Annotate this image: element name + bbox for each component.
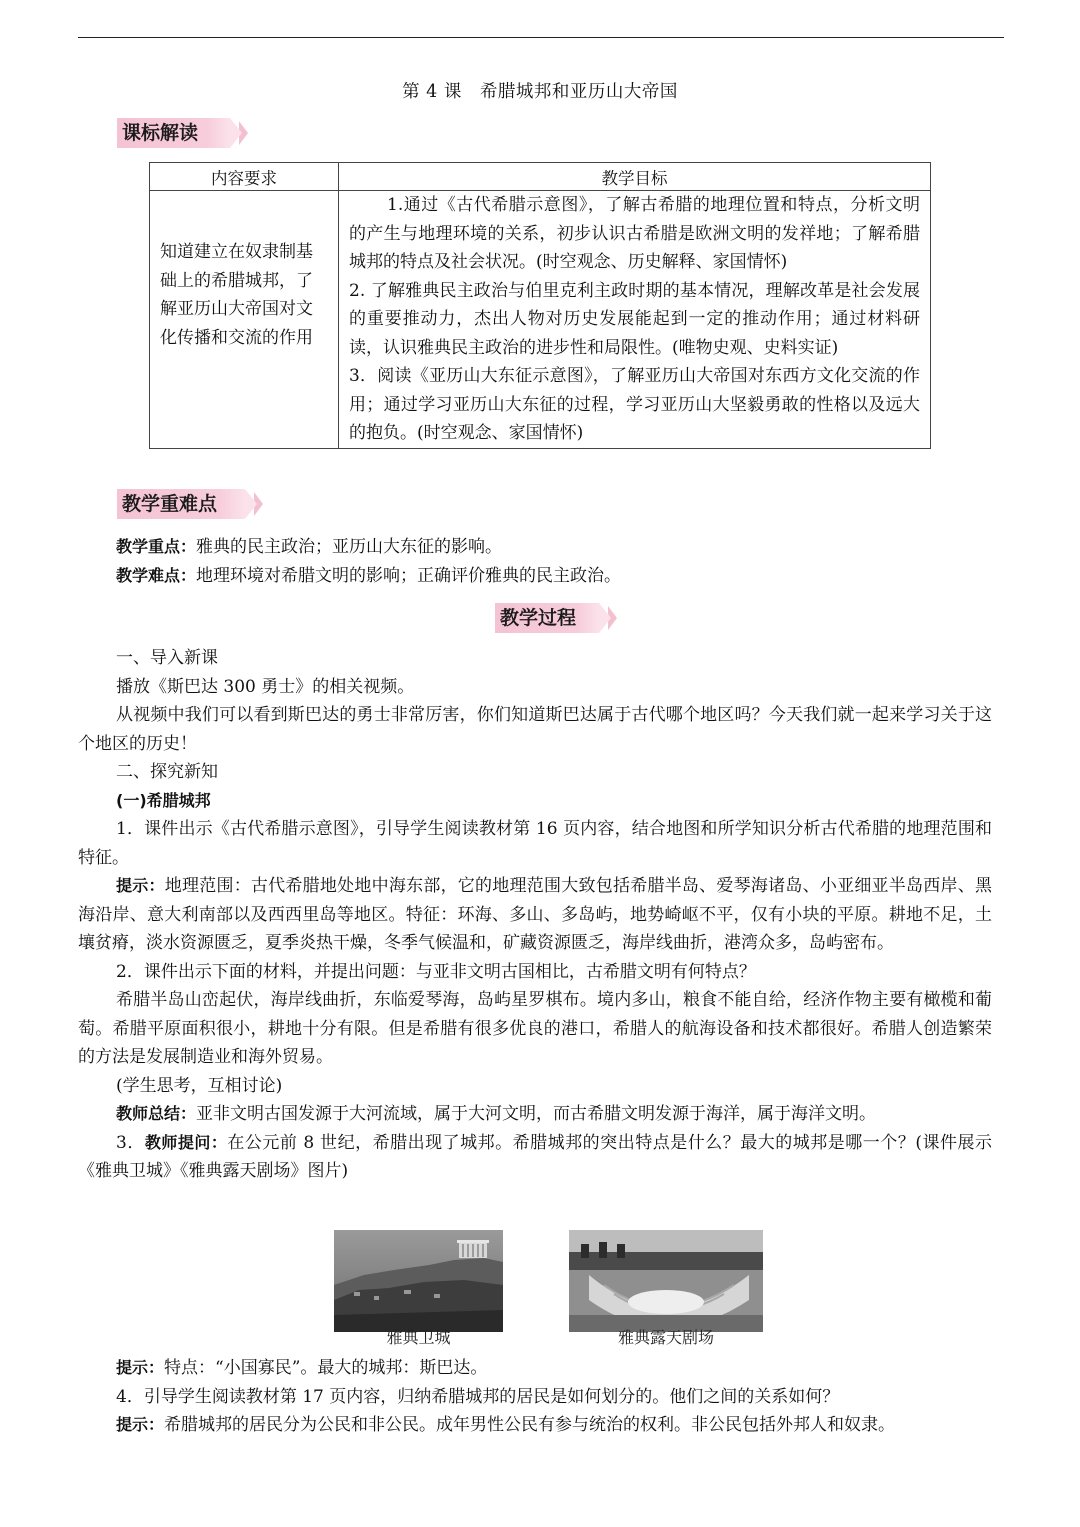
theatre-caption: 雅典露天剧场: [617, 1328, 714, 1347]
theatre-photo: [569, 1230, 763, 1332]
item-4: 4．引导学生阅读教材第 17 页内容，归纳希腊城邦的居民是如何划分的。他们之间的关系如何？: [116, 1386, 840, 1407]
part1-paragraph: 从视频中我们可以看到斯巴达的勇士非常厉害，你们知道斯巴达属于古代哪个地区吗？今天我们就一起来学习关于这个地区的历史！: [78, 705, 992, 754]
section-tag-key-points: [117, 489, 245, 519]
hint-label: 提示：: [116, 1358, 165, 1377]
header-rule: [78, 37, 1004, 38]
difficulty-text: 地理环境对希腊文明的影响；正确评价雅典的民主政治。: [196, 565, 622, 586]
hint-label: 提示：: [116, 876, 165, 895]
standard-table: [149, 162, 931, 449]
item-3: [78, 1129, 992, 1186]
item-1: 1．课件出示《古代希腊示意图》，引导学生阅读教材第 16 页内容，结合地图和所学知识分析古代希腊的地理范围和特征。: [78, 819, 992, 868]
focus-label: 教学重点：: [116, 537, 197, 556]
goal-item: 3．阅读《亚历山大东征示意图》，了解亚历山大帝国对东西方文化交流的作用；通过学习亚历山大东征的过程，学习亚历山大坚毅勇敢的性格以及远大的抱负。(时空观念、家国情怀): [349, 366, 920, 443]
item-2: 2．课件出示下面的材料，并提出问题：与亚非文明古国相比，古希腊文明有何特点？: [116, 961, 756, 982]
section-tag-standard: [117, 118, 230, 148]
table-row: [150, 191, 931, 449]
process-body-end: [78, 1354, 992, 1440]
key-points: [116, 533, 992, 590]
part1-heading: 一、导入新课: [116, 648, 218, 668]
hint-4: [78, 1411, 992, 1440]
summary-text: 亚非文明古国发源于大河流域，属于大河文明，而古希腊文明发源于海洋，属于海洋文明。: [196, 1104, 877, 1124]
goals-cell: [339, 191, 931, 449]
hint-text: 地理范围：古代希腊地处地中海东部，它的地理范围大致包括希腊半岛、爱琴海诸岛、小亚细亚半岛西岸、黑海沿岸、意大利南部以及西西里岛等地区。特征：环海、多山、多岛屿，地势崎岖不平，仅有小块的平原。耕地不足，土壤贫瘠，淡水资源匮乏，夏季炎热干燥，冬季气候温和，矿藏资源匮乏，海岸线曲折，港湾众多，岛屿密布。: [78, 876, 992, 953]
lesson-title: 第 4 课 希腊城邦和亚历山大帝国: [402, 82, 678, 102]
hint-label: 提示：: [116, 1415, 165, 1434]
summary-label: 教师总结：: [116, 1104, 197, 1123]
acropolis-caption: 雅典卫城: [386, 1328, 451, 1347]
material-text: 希腊半岛山峦起伏，海岸线曲折，东临爱琴海，岛屿星罗棋布。境内多山，粮食不能自给，经济作物主要有橄榄和葡萄。希腊平原面积很小，耕地十分有限。但是希腊有很多优良的港口，希腊人的航海设备和技术都很好。希腊人创造繁荣的方法是发展制造业和海外贸易。: [78, 990, 992, 1067]
acropolis-image: [334, 1230, 503, 1332]
table-header: 内容要求: [150, 163, 339, 191]
goal-item: 1.通过《古代希腊示意图》，了解古希腊的地理位置和特点，分析文明的产生与地理环境的关系，初步认识古希腊是欧洲文明的发祥地；了解希腊城邦的特点及社会状况。(时空观念、历史解释、家国情怀): [349, 195, 920, 272]
table-header: 教学目标: [339, 163, 931, 191]
hint-text: 特点：“小国寡民”。最大的城邦：斯巴达。: [164, 1358, 488, 1378]
item-3-text: 在公元前 8 世纪，希腊出现了城邦。希腊城邦的突出特点是什么？最大的城邦是哪一个？(课件展示《雅典卫城》《雅典露天剧场》图片): [78, 1132, 992, 1181]
focus-line: [116, 533, 992, 562]
table-header-row: [150, 163, 931, 191]
item-3-number: 3．: [116, 1132, 145, 1153]
difficulty-label: 教学难点：: [116, 565, 197, 585]
hint-1: [78, 872, 992, 958]
teacher-summary: [78, 1100, 992, 1129]
section-tag-label: 课标解读: [122, 122, 199, 144]
section-tag-process: [495, 603, 599, 633]
focus-text: 雅典的民主政治；亚历山大东征的影响。: [196, 537, 503, 557]
section-tag-label: 教学过程: [500, 607, 577, 629]
acropolis-photo: [334, 1230, 503, 1332]
discuss-note: (学生思考，互相讨论): [116, 1075, 283, 1096]
requirement-cell: 知道建立在奴隶制基础上的希腊城邦，了解亚历山大帝国对文化传播和交流的作用: [150, 191, 339, 449]
hint-3: [78, 1354, 992, 1383]
theatre-image: [569, 1230, 763, 1332]
process-body: [78, 644, 992, 1186]
difficulty-line: [116, 562, 992, 591]
part1-paragraph: 播放《斯巴达 300 勇士》的相关视频。: [116, 676, 415, 697]
part2-heading: 二、探究新知: [116, 762, 218, 782]
sub1-heading: (一)希腊城邦: [116, 790, 211, 810]
section-tag-label: 教学重难点: [122, 493, 218, 515]
goal-item: 2. 了解雅典民主政治与伯里克利主政时期的基本情况，理解改革是社会发展的重要推动力，杰出人物对历史发展能起到一定的推动作用；通过材料研读，认识雅典民主政治的进步性和局限性。(唯物史观、史料实证): [349, 280, 920, 358]
hint-text: 希腊城邦的居民分为公民和非公民。成年男性公民有参与统治的权利。非公民包括外邦人和奴隶。: [164, 1415, 896, 1435]
item-3-label: 教师提问：: [144, 1132, 228, 1152]
